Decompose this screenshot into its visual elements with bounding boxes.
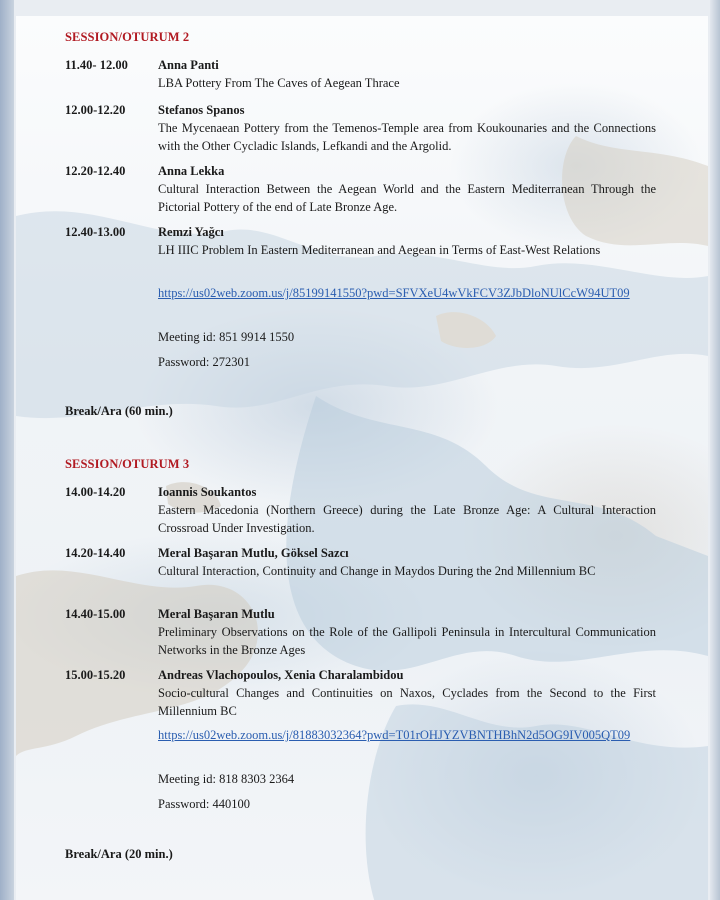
talk-time: 14.40-15.00 [65,607,126,621]
speaker-name: Remzi Yağcı [158,225,224,239]
meeting-id: Meeting id: 818 8303 2364 [158,772,295,786]
talk-title: Cultural Interaction, Continuity and Change in Maydos During the 2nd Millennium BC [158,564,596,578]
meeting-id: Meeting id: 851 9914 1550 [158,330,295,344]
talk-time: 14.20-14.40 [65,546,126,560]
talk-entry [158,56,656,92]
speaker-name: Meral Başaran Mutlu [158,607,275,621]
speaker-name: Andreas Vlachopoulos, Xenia Charalambidou [158,668,404,682]
talk-time: 11.40- 12.00 [65,58,128,72]
program-page [16,16,708,900]
right-border [710,0,720,900]
talk-time: 15.00-15.20 [65,668,126,682]
talk-entry [158,101,656,155]
session-2-title: SESSION/OTURUM 2 [65,30,190,44]
zoom-link-session-2[interactable]: https://us02web.zoom.us/j/85199141550?pwd=SFVXeU4wVkFCV3ZJbDloNUlCcW94UT09 [158,286,630,300]
talk-title: The Mycenaean Pottery from the Temenos-Temple area from Koukounaries and the Connections with the Other Cycladic Islands, Lefkandi and the Argolid. [158,121,656,153]
talk-time: 12.40-13.00 [65,225,126,239]
left-border [0,0,14,900]
break-label: Break/Ara (20 min.) [65,847,173,861]
talk-time: 14.00-14.20 [65,485,126,499]
talk-title: LBA Pottery From The Caves of Aegean Thrace [158,76,400,90]
talk-entry [158,605,656,659]
session-3-title: SESSION/OTURUM 3 [65,457,190,471]
talk-title: Eastern Macedonia (Northern Greece) during the Late Bronze Age: A Cultural Interaction Crossroad Under Investigation. [158,503,656,535]
meeting-password: Password: 272301 [158,355,251,369]
talk-title: Socio-cultural Changes and Continuities on Naxos, Cyclades from the Second to the First Millennium BC [158,686,656,718]
speaker-name: Anna Panti [158,58,219,72]
talk-entry [158,666,656,720]
meeting-password: Password: 440100 [158,797,251,811]
speaker-name: Anna Lekka [158,164,225,178]
talk-title: Preliminary Observations on the Role of the Gallipoli Peninsula in Intercultural Communication Networks in the Bronze Ages [158,625,656,657]
talk-title: Cultural Interaction Between the Aegean World and the Eastern Mediterranean Through the Pictorial Pottery of the end of Late Bronze Age. [158,182,656,214]
talk-entry [158,223,656,259]
speaker-name: Ioannis Soukantos [158,485,257,499]
talk-entry [158,544,656,580]
talk-entry [158,483,656,537]
speaker-name: Meral Başaran Mutlu, Göksel Sazcı [158,546,349,560]
speaker-name: Stefanos Spanos [158,103,245,117]
talk-time: 12.20-12.40 [65,164,126,178]
talk-time: 12.00-12.20 [65,103,126,117]
talk-title: LH IIIC Problem In Eastern Mediterranean and Aegean in Terms of East-West Relations [158,243,601,257]
talk-entry [158,162,656,216]
break-label: Break/Ara (60 min.) [65,404,173,418]
zoom-link-session-3[interactable]: https://us02web.zoom.us/j/81883032364?pwd=T01rOHJYZVBNTHBhN2d5OG9IV005QT09 [158,728,631,742]
